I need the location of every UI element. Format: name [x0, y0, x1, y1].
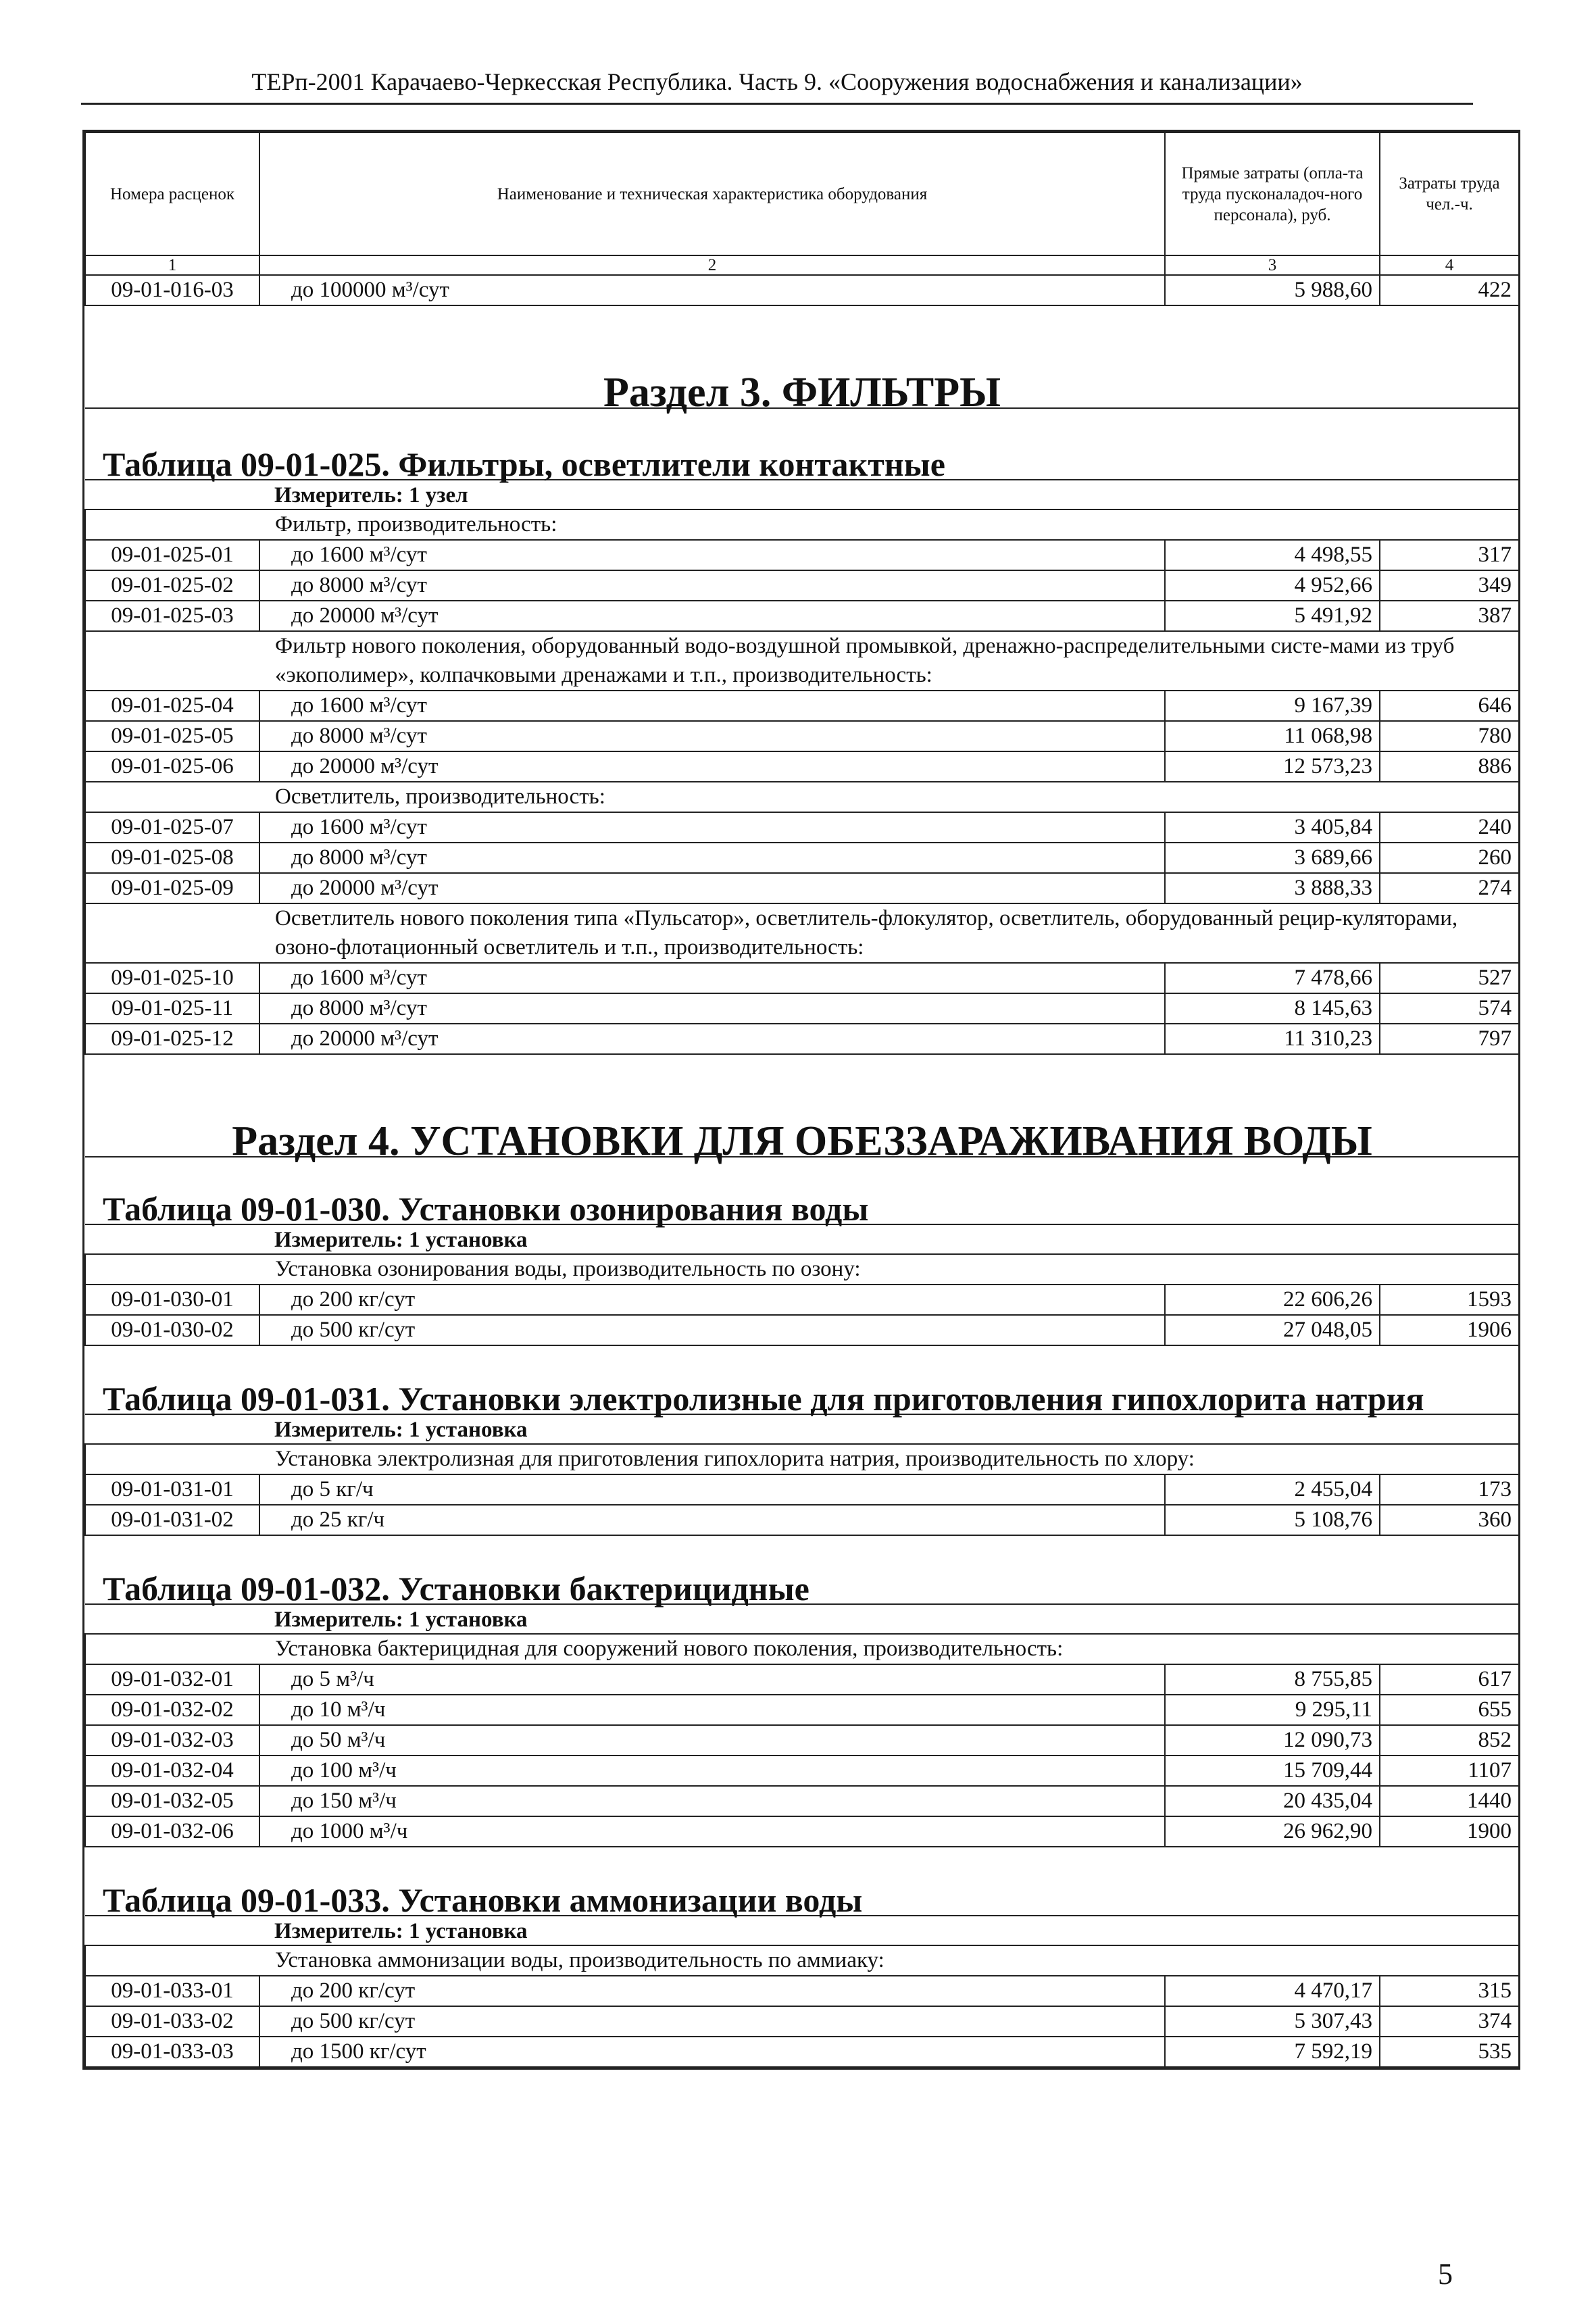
- rate-name: до 8000 м³/сут: [259, 993, 1165, 1024]
- group-label: Установка аммонизации воды, производительность по аммиаку:: [85, 1945, 1519, 1976]
- rate-name: до 20000 м³/сут: [259, 873, 1165, 903]
- rate-cost: 3 689,66: [1165, 843, 1380, 873]
- rate-code: 09-01-025-01: [85, 540, 259, 570]
- rate-code: 09-01-031-01: [85, 1474, 259, 1505]
- table-row: [85, 1474, 1519, 1505]
- rate-name: до 8000 м³/сут: [259, 843, 1165, 873]
- rate-code: 09-01-032-02: [85, 1695, 259, 1725]
- rate-cost: 26 962,90: [1165, 1816, 1380, 1847]
- rate-labor: 360: [1380, 1505, 1519, 1535]
- column-number: 4: [1380, 255, 1519, 275]
- rate-code: 09-01-025-05: [85, 721, 259, 751]
- rate-code: 09-01-032-01: [85, 1664, 259, 1695]
- rate-labor: 527: [1380, 963, 1519, 993]
- rate-labor: 260: [1380, 843, 1519, 873]
- table-title-row: [85, 1847, 1519, 1916]
- rate-name: до 50 м³/ч: [259, 1725, 1165, 1756]
- table-row: [85, 993, 1519, 1024]
- rate-cost: 12 573,23: [1165, 751, 1380, 782]
- rate-labor: 1593: [1380, 1285, 1519, 1315]
- table-row: [85, 751, 1519, 782]
- table-row: [85, 1976, 1519, 2006]
- measure-label-row: [85, 1604, 1519, 1634]
- rate-name: до 5 кг/ч: [259, 1474, 1165, 1505]
- table-row: [85, 691, 1519, 721]
- table-row: [85, 1786, 1519, 1816]
- table-row: [85, 1285, 1519, 1315]
- table-row: [85, 963, 1519, 993]
- rate-code: 09-01-033-03: [85, 2037, 259, 2067]
- rate-labor: 1900: [1380, 1816, 1519, 1847]
- rate-cost: 12 090,73: [1165, 1725, 1380, 1756]
- column-header-name: Наименование и техническая характеристика оборудования: [259, 132, 1165, 255]
- rate-cost: 3 888,33: [1165, 873, 1380, 903]
- rate-cost: 7 478,66: [1165, 963, 1380, 993]
- rate-cost: 20 435,04: [1165, 1786, 1380, 1816]
- rate-labor: 535: [1380, 2037, 1519, 2067]
- rate-labor: 655: [1380, 1695, 1519, 1725]
- rate-code: 09-01-025-03: [85, 601, 259, 631]
- group-row: [85, 1254, 1519, 1285]
- rate-cost: 4 498,55: [1165, 540, 1380, 570]
- group-row: [85, 509, 1519, 540]
- rate-cost: 5 988,60: [1165, 275, 1380, 305]
- group-row: [85, 782, 1519, 812]
- rate-code: 09-01-030-02: [85, 1315, 259, 1345]
- group-label: Фильтр, производительность:: [85, 509, 1519, 540]
- rate-code: 09-01-032-03: [85, 1725, 259, 1756]
- rate-code: 09-01-025-09: [85, 873, 259, 903]
- rate-labor: 240: [1380, 812, 1519, 843]
- group-row: [85, 1945, 1519, 1976]
- rate-name: до 1600 м³/сут: [259, 540, 1165, 570]
- rate-name: до 1500 кг/сут: [259, 2037, 1165, 2067]
- table-row: [85, 812, 1519, 843]
- group-row: [85, 631, 1519, 691]
- column-header-cost: Прямые затраты (опла-та труда пусконаладоч-ного персонала), руб.: [1165, 132, 1380, 255]
- table-row: [85, 1695, 1519, 1725]
- rate-labor: 1107: [1380, 1756, 1519, 1786]
- table-title-row: [85, 1535, 1519, 1604]
- rate-labor: 374: [1380, 2006, 1519, 2037]
- rate-labor: 173: [1380, 1474, 1519, 1505]
- rate-labor: 780: [1380, 721, 1519, 751]
- page-header: ТЕРп-2001 Карачаево-Черкесская Республика. Часть 9. «Сооружения водоснабжения и канализации»: [81, 68, 1473, 105]
- section-title: Раздел 3. ФИЛЬТРЫ: [85, 305, 1519, 408]
- table-row: [85, 1024, 1519, 1054]
- document-frame: [82, 130, 1520, 2070]
- group-row: [85, 1444, 1519, 1474]
- table-title: Таблица 09-01-025. Фильтры, осветлители контактные: [85, 408, 1519, 480]
- rate-cost: 9 167,39: [1165, 691, 1380, 721]
- rate-cost: 27 048,05: [1165, 1315, 1380, 1345]
- table-title-row: [85, 1157, 1519, 1224]
- rate-cost: 8 755,85: [1165, 1664, 1380, 1695]
- page-number: 5: [1438, 2258, 1453, 2291]
- rate-name: до 10 м³/ч: [259, 1695, 1165, 1725]
- rate-labor: 274: [1380, 873, 1519, 903]
- measure-label: Измеритель: 1 установка: [85, 1224, 1519, 1254]
- rate-labor: 617: [1380, 1664, 1519, 1695]
- group-label: Установка бактерицидная для сооружений нового поколения, производительность:: [85, 1634, 1519, 1664]
- table-row: [85, 843, 1519, 873]
- rate-code: 09-01-030-01: [85, 1285, 259, 1315]
- rate-cost: 4 952,66: [1165, 570, 1380, 601]
- rate-cost: 2 455,04: [1165, 1474, 1380, 1505]
- rate-name: до 500 кг/сут: [259, 2006, 1165, 2037]
- table-row: [85, 1505, 1519, 1535]
- column-number-row: [85, 255, 1519, 275]
- rate-name: до 200 кг/сут: [259, 1976, 1165, 2006]
- rate-cost: 3 405,84: [1165, 812, 1380, 843]
- rate-name: до 1600 м³/сут: [259, 963, 1165, 993]
- rate-name: до 200 кг/сут: [259, 1285, 1165, 1315]
- rate-labor: 852: [1380, 1725, 1519, 1756]
- rate-code: 09-01-033-02: [85, 2006, 259, 2037]
- rate-cost: 7 592,19: [1165, 2037, 1380, 2067]
- rate-cost: 11 068,98: [1165, 721, 1380, 751]
- rate-name: до 100000 м³/сут: [259, 275, 1165, 305]
- table-row: [85, 1725, 1519, 1756]
- rate-labor: 422: [1380, 275, 1519, 305]
- measure-label: Измеритель: 1 установка: [85, 1414, 1519, 1444]
- measure-label-row: [85, 480, 1519, 509]
- rate-name: до 5 м³/ч: [259, 1664, 1165, 1695]
- rate-cost: 9 295,11: [1165, 1695, 1380, 1725]
- rate-code: 09-01-025-02: [85, 570, 259, 601]
- table-title-row: [85, 1345, 1519, 1414]
- table-row: [85, 1756, 1519, 1786]
- rate-cost: 5 491,92: [1165, 601, 1380, 631]
- table-title: Таблица 09-01-031. Установки электролизные для приготовления гипохлорита натрия: [85, 1345, 1519, 1414]
- rate-name: до 25 кг/ч: [259, 1505, 1165, 1535]
- rate-labor: 349: [1380, 570, 1519, 601]
- rate-labor: 574: [1380, 993, 1519, 1024]
- rate-code: 09-01-025-07: [85, 812, 259, 843]
- rate-labor: 315: [1380, 1976, 1519, 2006]
- table-row: [85, 2037, 1519, 2067]
- measure-label: Измеритель: 1 установка: [85, 1916, 1519, 1945]
- rate-labor: 387: [1380, 601, 1519, 631]
- rate-name: до 150 м³/ч: [259, 1786, 1165, 1816]
- rate-labor: 886: [1380, 751, 1519, 782]
- rate-name: до 100 м³/ч: [259, 1756, 1165, 1786]
- rate-code: 09-01-025-06: [85, 751, 259, 782]
- group-row: [85, 1634, 1519, 1664]
- rate-code: 09-01-031-02: [85, 1505, 259, 1535]
- column-header-labor: Затраты труда чел.-ч.: [1380, 132, 1519, 255]
- group-label: Установка озонирования воды, производительность по озону:: [85, 1254, 1519, 1285]
- rate-cost: 15 709,44: [1165, 1756, 1380, 1786]
- measure-label-row: [85, 1916, 1519, 1945]
- rate-name: до 1600 м³/сут: [259, 691, 1165, 721]
- table-row: [85, 873, 1519, 903]
- rate-cost: 22 606,26: [1165, 1285, 1380, 1315]
- section-title-row: [85, 305, 1519, 408]
- rate-name: до 20000 м³/сут: [259, 751, 1165, 782]
- rate-labor: 317: [1380, 540, 1519, 570]
- rate-code: 09-01-032-04: [85, 1756, 259, 1786]
- rate-code: 09-01-032-06: [85, 1816, 259, 1847]
- rate-name: до 500 кг/сут: [259, 1315, 1165, 1345]
- group-label: Осветлитель нового поколения типа «Пульсатор», осветлитель-флокулятор, осветлитель, оборудованный рецир-куляторами, озоно-флотационный осветлитель и т.п., производительность:: [85, 903, 1519, 963]
- rate-code: 09-01-033-01: [85, 1976, 259, 2006]
- rate-cost: 5 307,43: [1165, 2006, 1380, 2037]
- table-row: [85, 1816, 1519, 1847]
- table-title: Таблица 09-01-030. Установки озонирования воды: [85, 1157, 1519, 1224]
- table-row: [85, 275, 1519, 305]
- rate-cost: 4 470,17: [1165, 1976, 1380, 2006]
- rate-code: 09-01-025-11: [85, 993, 259, 1024]
- rate-code: 09-01-016-03: [85, 275, 259, 305]
- table-row: [85, 1664, 1519, 1695]
- column-number: 3: [1165, 255, 1380, 275]
- rate-labor: 1440: [1380, 1786, 1519, 1816]
- table-title: Таблица 09-01-032. Установки бактерицидные: [85, 1535, 1519, 1604]
- table-row: [85, 601, 1519, 631]
- section-title: Раздел 4. УСТАНОВКИ ДЛЯ ОБЕЗЗАРАЖИВАНИЯ ВОДЫ: [85, 1054, 1519, 1157]
- group-label: Осветлитель, производительность:: [85, 782, 1519, 812]
- rate-code: 09-01-025-10: [85, 963, 259, 993]
- group-row: [85, 903, 1519, 963]
- column-header-row: [85, 132, 1519, 255]
- table-row: [85, 721, 1519, 751]
- measure-label-row: [85, 1414, 1519, 1444]
- rate-cost: 8 145,63: [1165, 993, 1380, 1024]
- column-number: 2: [259, 255, 1165, 275]
- rate-code: 09-01-025-04: [85, 691, 259, 721]
- rate-code: 09-01-025-12: [85, 1024, 259, 1054]
- rate-code: 09-01-025-08: [85, 843, 259, 873]
- table-row: [85, 1315, 1519, 1345]
- column-header-codes: Номера расценок: [85, 132, 259, 255]
- table-row: [85, 540, 1519, 570]
- rate-name: до 8000 м³/сут: [259, 570, 1165, 601]
- rate-labor: 797: [1380, 1024, 1519, 1054]
- rate-labor: 646: [1380, 691, 1519, 721]
- rate-code: 09-01-032-05: [85, 1786, 259, 1816]
- rate-cost: 11 310,23: [1165, 1024, 1380, 1054]
- rate-cost: 5 108,76: [1165, 1505, 1380, 1535]
- column-number: 1: [85, 255, 259, 275]
- rate-name: до 20000 м³/сут: [259, 601, 1165, 631]
- section-title-row: [85, 1054, 1519, 1157]
- measure-label: Измеритель: 1 узел: [85, 480, 1519, 509]
- rate-labor: 1906: [1380, 1315, 1519, 1345]
- measure-label-row: [85, 1224, 1519, 1254]
- rate-name: до 8000 м³/сут: [259, 721, 1165, 751]
- rate-name: до 1000 м³/ч: [259, 1816, 1165, 1847]
- rate-name: до 1600 м³/сут: [259, 812, 1165, 843]
- measure-label: Измеритель: 1 установка: [85, 1604, 1519, 1634]
- table-row: [85, 570, 1519, 601]
- rates-table: [84, 132, 1520, 2068]
- table-title-row: [85, 408, 1519, 480]
- rate-name: до 20000 м³/сут: [259, 1024, 1165, 1054]
- group-label: Установка электролизная для приготовления гипохлорита натрия, производительность по хлору:: [85, 1444, 1519, 1474]
- table-row: [85, 2006, 1519, 2037]
- table-title: Таблица 09-01-033. Установки аммонизации воды: [85, 1847, 1519, 1916]
- group-label: Фильтр нового поколения, оборудованный водо-воздушной промывкой, дренажно-распределительными систе-мами из труб «экополимер», колпачковыми дренажами и т.п., производительность:: [85, 631, 1519, 691]
- table-body: [85, 305, 1519, 2067]
